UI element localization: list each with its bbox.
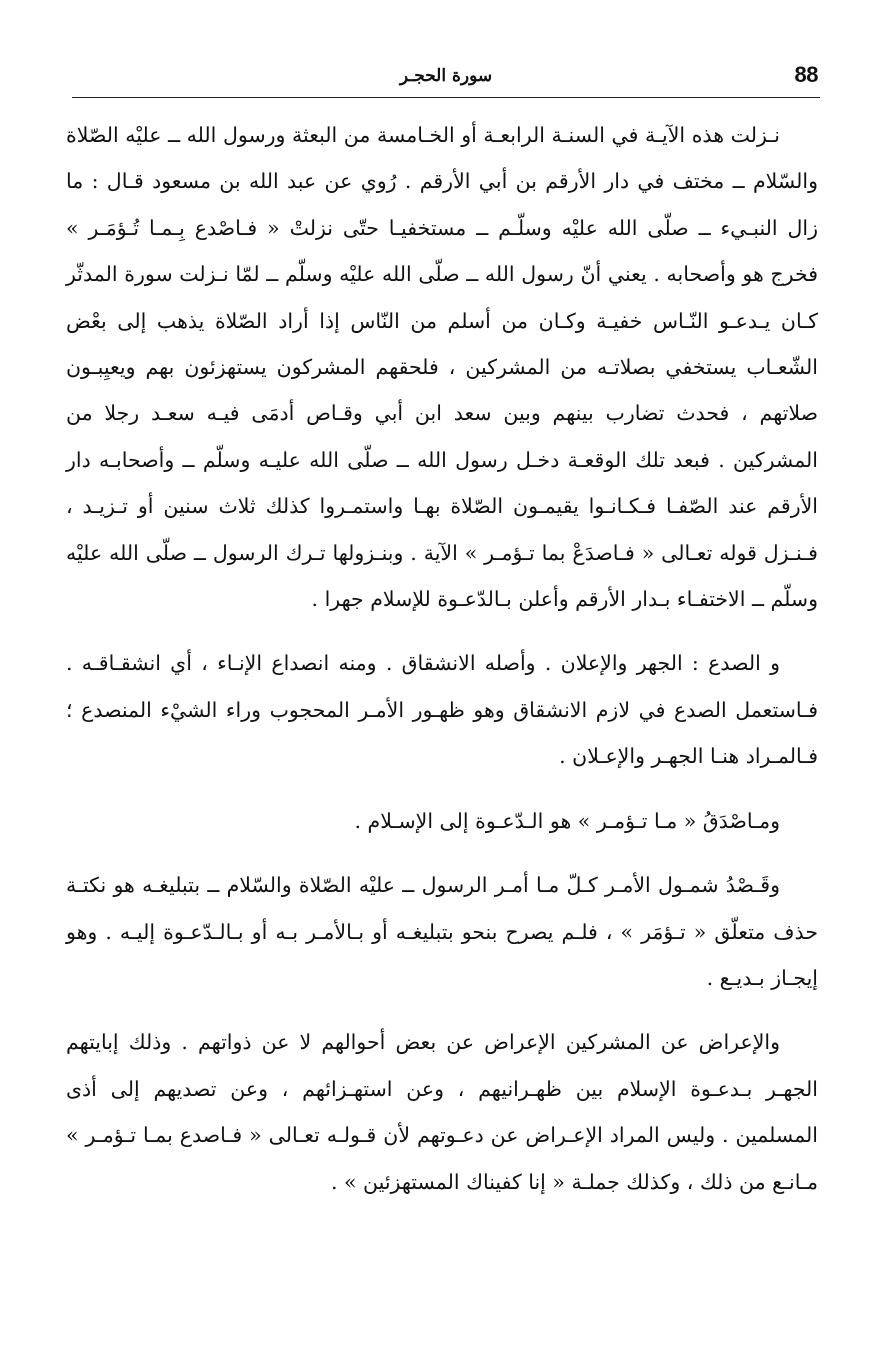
paragraph-meaning-of-sad: و الصدع : الجهر والإعلان . وأصله الانشقاق . ومنه انصداع الإنـاء ، أي انشقـاقـه . فـاستعمل الصدع في لازم الانشقاق وهو ظهـور الأمـر المحجوب وراء الشيْء المنصدع ؛ فـالمـراد هنـا الجهـر والإعـلان . — [66, 651, 818, 769]
page-header — [72, 60, 820, 100]
paragraph-turning-away: والإعراض عن المشركين الإعراض عن بعض أحوالهم لا عن ذواتهم . وذلك إبايتهم الجهـر بـدعـوة الإسلام بين ظهـرانيهم ، وعن استهـزائهم ، وعن تصديهم إلى أذى المسلمين . وليس المراد الإعـراض عن دعـوتهم لأن قـولـه تعـالى « فـاصدع بمـا تـؤمـر » مـانـع من ذلك ، وكذلك جملـة « إنا كفيناك المستهزئين » . — [66, 1030, 818, 1194]
paragraph-revelation-context: نـزلت هذه الآيـة في السنـة الرابعـة أو الخـامسة من البعثة ورسول الله ــ عليْه الصّلاة والسّلام ــ مختف في دار الأرقم بن أبي الأرقم . رُوي عن عبد الله بن مسعود قـال : ما زال النبـيء ــ صلّى الله عليْه وسلّـم ــ مستخفيـا حتّى نزلتْ « فـاصْدع بِـمـا تُـؤمَـر » فخرج هو وأصحابه . يعني أنّ رسول الله ــ صلّى الله عليْه وسلّم ــ لمّا نـزلت سورة المدثّر كـان يـدعـو النّـاس خفيـة وكـان من أسلم من النّاس إذا أراد الصّلاة يذهب إلى بعْض الشّعـاب يستخفي بصلاتـه من المشركين ، فلحقهم المشركون يستهزئون بهم ويعيِبـون صلاتهم ، فحدث تضارب بينهم وبين سعد ابن أبي وقـاص أدمَى فيـه سعـد رجلا من المشركين . فبعد تلك الوقعـة دخـل رسول الله ــ صلّى الله عليـه وسلّم ــ وأصحابـه دار الأرقم عند الصّفـا فـكـانـوا يقيمـون الصّلاة بهـا واستمـروا كذلك ثلاث سنين أو تـزيـد ، فـنـزل قوله تعـالى « فـاصدَعْ بما تـؤمـر » الآية . وبنـزولها تـرك الرسول ــ صلّى الله عليْه وسلّم ــ الاختفـاء بـدار الأرقم وأعلن بـالدّعـوة للإسلام جهرا . — [66, 123, 818, 612]
header-divider — [72, 97, 820, 98]
paragraph-scope-of-command: وقَـصْدُ شمـول الأمـر كـلّ مـا أمـر الرسول ــ عليْه الصّلاة والسّلام ــ بتبليغـه هو نكتـة حذف متعلّق « تـؤمَر » ، فلـم يصرح بنحو بتبليغـه أو بـالأمـر بـه أو بـالـدّعـوة إليـه . وهو إيجـاز بـديـع . — [66, 873, 818, 990]
surah-title: سورة الحجـر — [399, 66, 493, 86]
page-body — [66, 112, 818, 1205]
page-number: 88 — [794, 62, 818, 87]
paragraph-ma-tumar: ومـاصْدَقُ « مـا تـؤمـر » هو الـدّعـوة إلى الإسـلام . — [354, 808, 780, 833]
